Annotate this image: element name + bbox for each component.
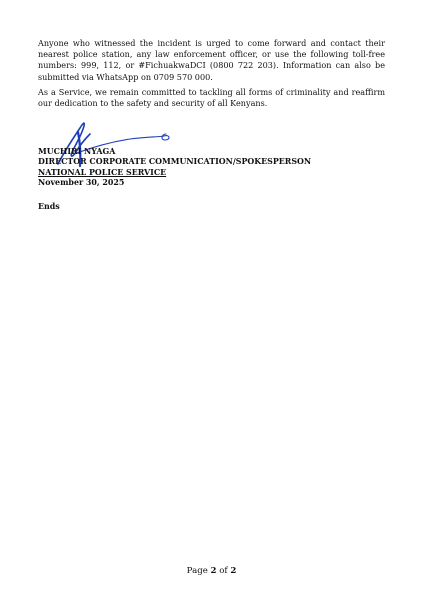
closing-ends: Ends (38, 202, 60, 211)
signatory-name: MUCHIRI NYAGA (38, 147, 116, 156)
page-total: 2 (230, 566, 237, 576)
signatory-organization: NATIONAL POLICE SERVICE (38, 167, 167, 177)
page-label: Page (186, 566, 208, 576)
page-of: of (219, 566, 228, 576)
signature-block (38, 147, 311, 189)
signatory-title: DIRECTOR CORPORATE COMMUNICATION/SPOKESPERSON (38, 157, 312, 167)
page-footer (0, 566, 423, 576)
page-current: 2 (210, 566, 217, 576)
body-paragraph-1: Anyone who witnessed the incident is urged to come forward and contact their nearest police station, any law enforcement officer, or use the following toll-free numbers: 999, 112, or #FichuakwaDCI (0800 722 203). Information can also be submitted via WhatsApp on 0709 570 000. (38, 38, 385, 82)
release-date: November 30, 2025 (38, 178, 125, 188)
body-paragraph-2: As a Service, we remain committed to tackling all forms of criminality and reaffirm our dedication to the safety and security of all Kenyans. (38, 87, 385, 109)
